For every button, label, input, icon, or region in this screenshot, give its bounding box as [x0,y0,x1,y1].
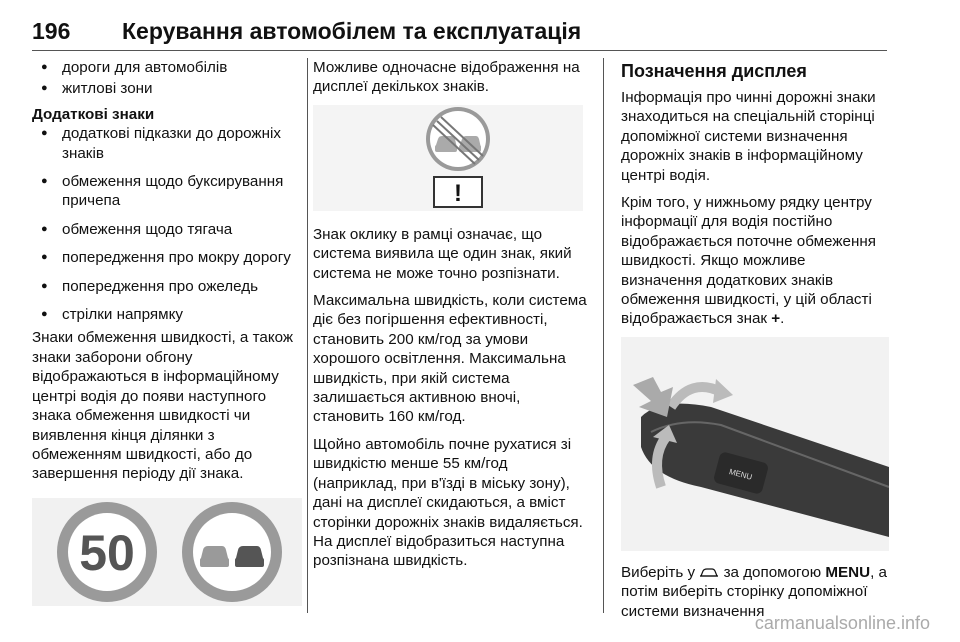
bullet-icon: ● [41,61,48,73]
speed-limit-value: 50 [79,524,135,581]
header-divider [32,50,887,51]
bullet-icon: ● [41,222,48,235]
speed-limit-sign-icon [57,502,157,602]
bullet-icon: ● [41,82,48,95]
intro-paragraph: Можливе одночасне відображення на дисплеї декількох знаків. [313,59,580,96]
bullet-list-extra [32,124,302,324]
list-item: ● попередження про ожеледь [41,277,259,295]
bullet-list-top [32,58,302,99]
bullet-icon: ● [41,175,48,188]
speed-signs-figure [32,498,302,606]
bullet-icon: ● [41,308,48,321]
menu-button-text: MENU [825,563,871,581]
section-heading: Позначення дисплея [621,61,807,81]
list-item: ● обмеження щодо тягача [41,220,233,238]
list-item: ● обмеження щодо буксирування причепа [41,173,284,210]
display-info-paragraph: Інформація про чинні дорожні знаки знаходиться на спеціальній сторінці допоміжної системи визначення дорожніх знаків в інформаційному центрі водія. [621,89,876,184]
warning-symbol: ! [454,179,462,207]
page-number: 196 [32,18,71,44]
car-icon [699,567,719,579]
max-speed-paragraph: Максимальна швидкість, коли система діє без погіршення ефективності, становить 200 км/год за умови хорошого освітлення. Максимальна швидкість, при якій система залишається активною вночі, становить 160 км/год. [313,292,587,426]
bullet-icon: ● [41,127,48,140]
column-divider [307,58,308,613]
list-item: ● попередження про мокру дорогу [41,249,291,267]
list-item: ● дороги для автомобілів [41,59,228,76]
warning-frame-icon [434,177,482,207]
exclamation-paragraph: Знак оклику в рамці означає, що система виявила ще один знак, який система не може точно розпізнати. [313,225,572,282]
speed-line-paragraph: Крім того, у нижньому рядку центру інформації для водія постійно відображається поточне обмеження швидкості. Якщо можливе визначення додаткових знаків обмеження швидкості, у цій області відображається знак +. [621,194,876,328]
column-right [621,58,889,629]
list-item: ● додаткові підказки до дорожніх знаків [41,125,281,162]
no-overtaking-sign-icon [182,502,282,602]
page-header [32,18,887,48]
list-item: ● житлові зони [41,80,153,98]
list-item: ● стрілки напрямку [41,306,183,324]
reset-paragraph: Щойно автомобіль почне рухатися зі швидкістю менше 55 км/год (наприклад, при в'їзді в міську зону), дані на дисплеї скидаються, а вміст сторінки дорожніх знаків видаляється. На дисплеї відобразиться наступна розпізнана швидкість. [313,435,583,570]
subheading-extra-signs: Додаткові знаки [32,105,155,123]
speed-limit-paragraph: Знаки обмеження швидкості, а також знаки заборони обгону відображаються в інформаційному центрі водія до появи наступного знака обмеження швидкості чи виявлення кінця ділянки з обмеженням швидкості, або до завершення періоду дії знака. [32,329,294,483]
multiple-signs-figure [313,105,583,211]
watermark: carmanualsonline.info [754,613,930,633]
menu-button-label: MENU [728,466,754,482]
instruction-paragraph: Виберіть у за допомогою MENU, а потім виберіть сторінку допоміжної системи визначення [621,563,887,620]
column-middle [313,58,595,579]
bullet-icon: ● [41,279,48,292]
page-title: Керування автомобілем та експлуатація [122,18,582,44]
column-left [32,58,302,606]
turn-signal-lever-figure [621,337,889,551]
plus-symbol: + [771,310,781,328]
column-divider [603,58,604,613]
end-no-overtaking-sign-icon [426,107,490,171]
bullet-icon: ● [41,251,48,264]
